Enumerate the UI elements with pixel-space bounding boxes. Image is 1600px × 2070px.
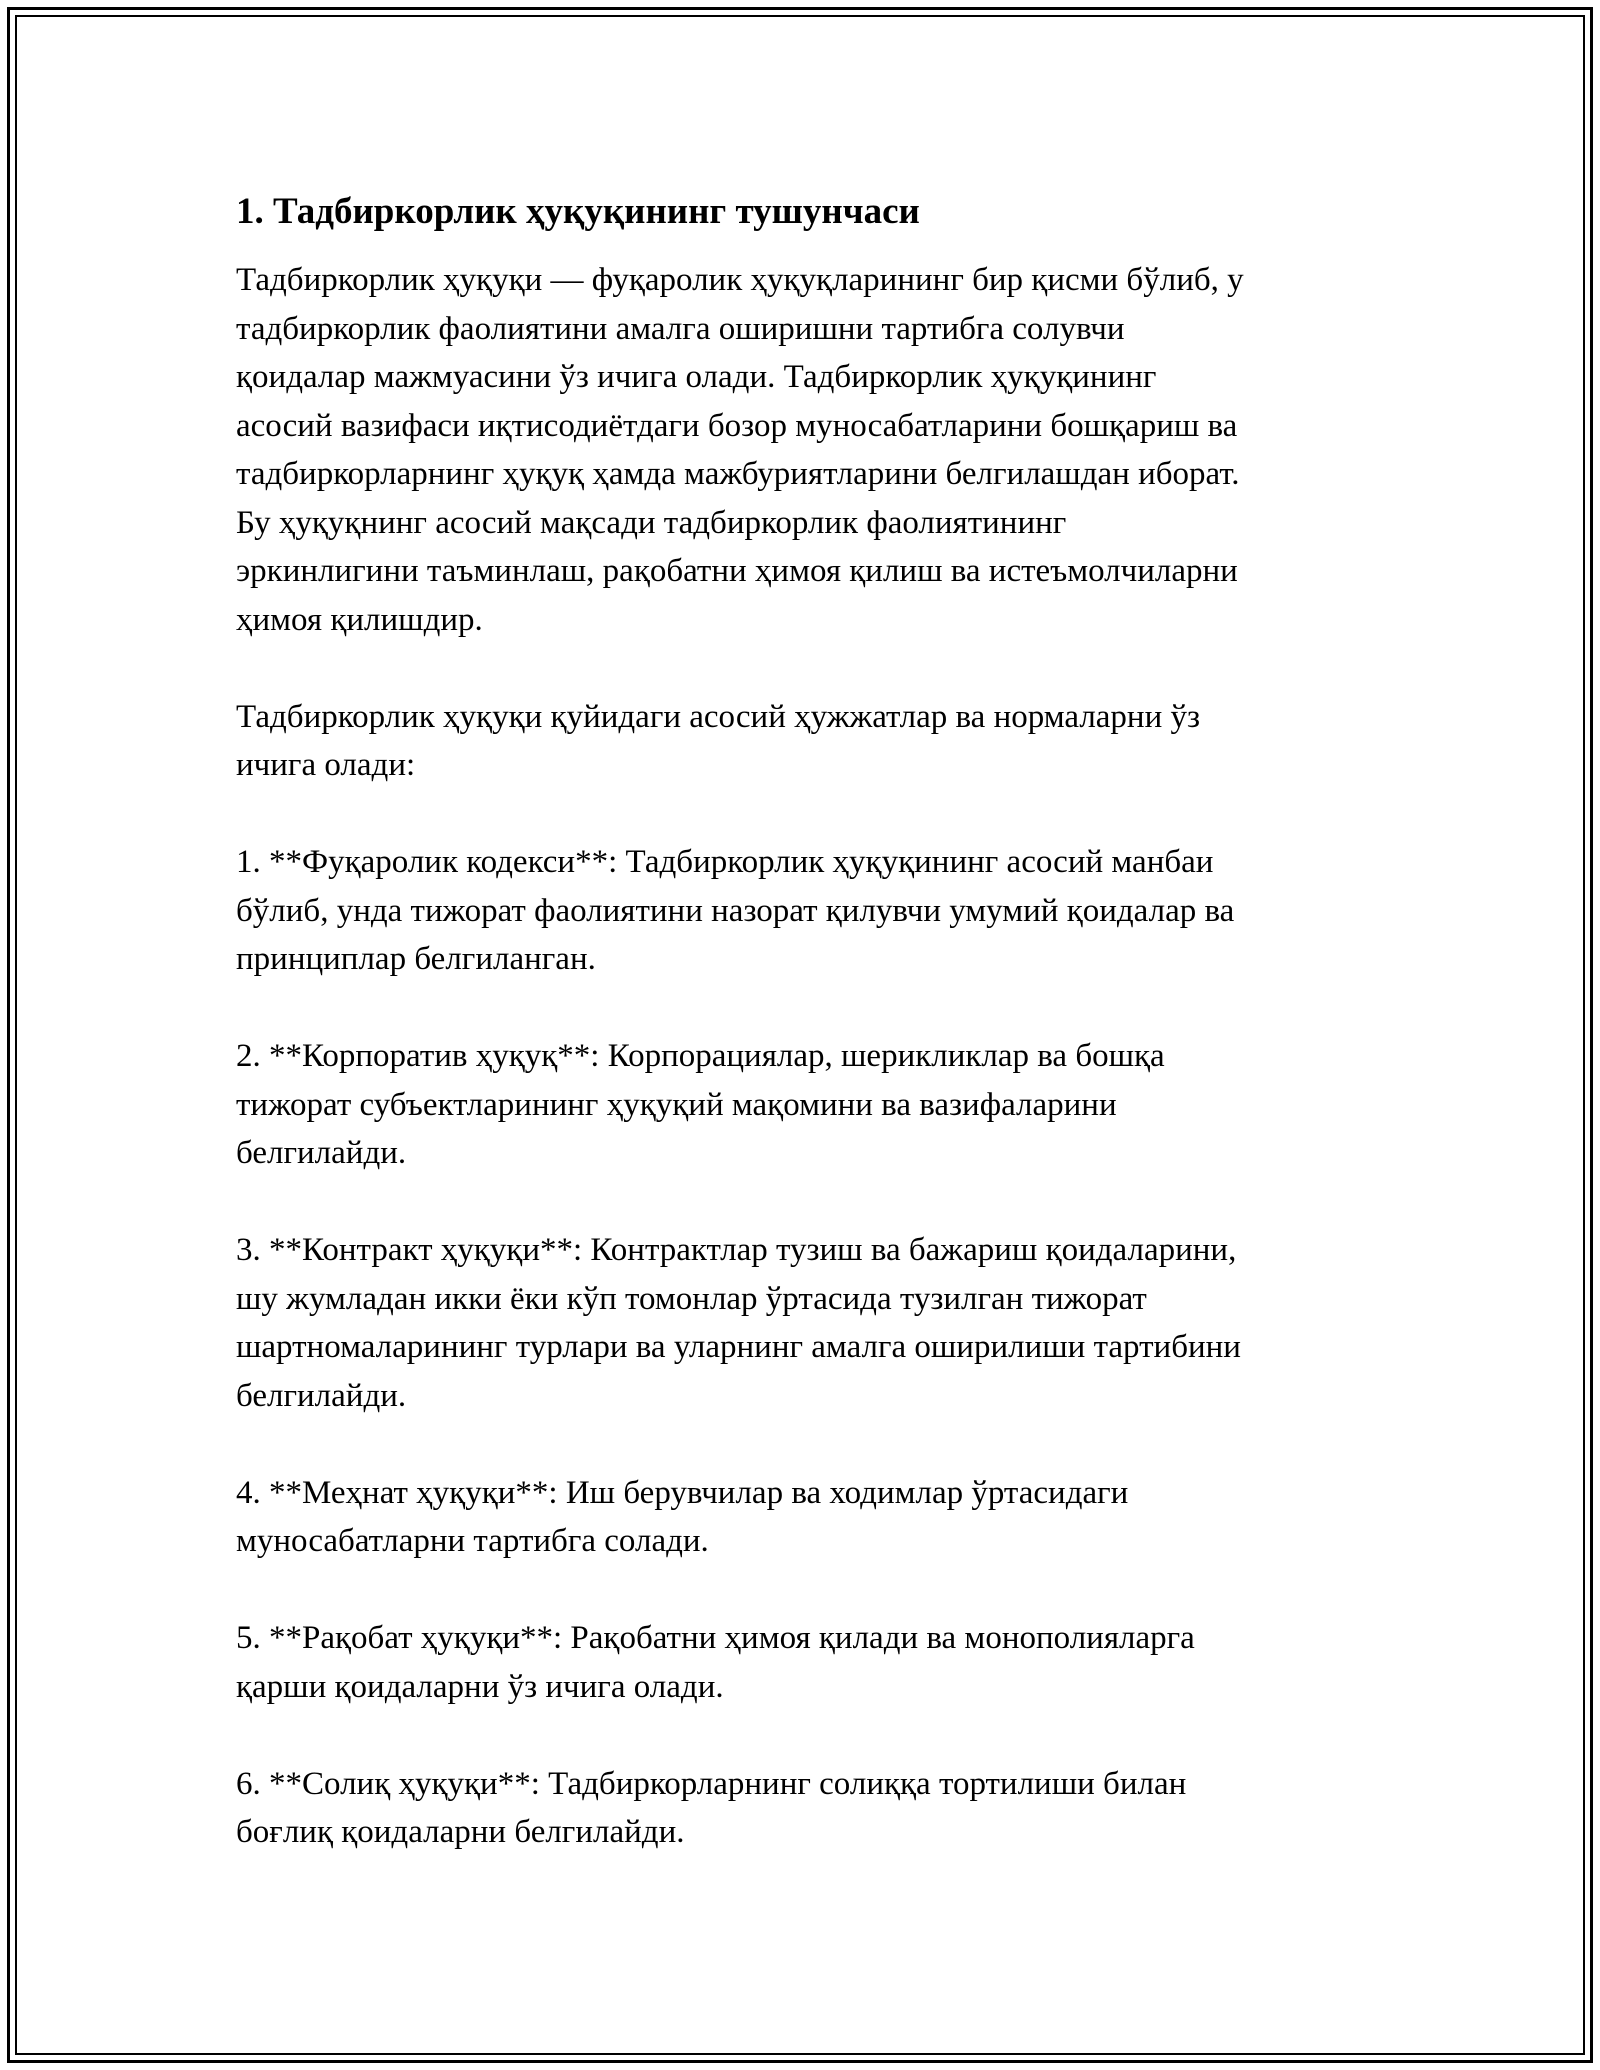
document-body <box>236 188 1366 1905</box>
list-item-contract-law <box>236 1226 1366 1420</box>
text-line: тижорат субъектларининг ҳуқуқий мақомини ва вазифаларини <box>236 1086 1117 1123</box>
list-item-civil-code <box>236 838 1366 984</box>
text-line: 6. **Солиқ ҳуқуқи**: Тадбиркорларнинг солиққа тортилиши билан <box>236 1765 1187 1802</box>
list-intro-paragraph <box>236 693 1366 790</box>
text-line: Бу ҳуқуқнинг асосий мақсади тадбиркорлик фаолиятининг <box>236 504 1067 541</box>
text-line: Тадбиркорлик ҳуқуқи қуйидаги асосий ҳужжатлар ва нормаларни ўз <box>236 698 1201 735</box>
text-line: шартномаларининг турлари ва уларнинг амалга оширилиши тартибини <box>236 1329 1241 1365</box>
text-line: 2. **Корпоратив ҳуқуқ**: Корпорациялар, шерикликлар ва бошқа <box>236 1038 1165 1074</box>
text-line: 5. **Рақобат ҳуқуқи**: Рақобатни ҳимоя қилади ва монополияларга <box>236 1620 1195 1656</box>
text-line: тадбиркорлик фаолиятини амалга оширишни тартибга солувчи <box>236 310 1125 347</box>
text-line: белгилайди. <box>236 1135 407 1171</box>
section-heading: 1. Тадбиркорлик ҳуқуқининг тушунчаси <box>236 191 920 232</box>
list-item-competition-law <box>236 1614 1366 1711</box>
text-line: ҳимоя қилишдир. <box>236 601 483 638</box>
list-item-corporate-law <box>236 1032 1366 1178</box>
text-line: бўлиб, унда тижорат фаолиятини назорат қилувчи умумий қоидалар ва <box>236 892 1235 929</box>
text-line: Тадбиркорлик ҳуқуқи — фуқаролик ҳуқуқларининг бир қисми бўлиб, у <box>236 262 1244 298</box>
text-line: боғлиқ қоидаларни белгилайди. <box>236 1814 685 1850</box>
text-line: қарши қоидаларни ўз ичига олади. <box>236 1668 724 1705</box>
text-line: ичига олади: <box>236 747 416 783</box>
list-item-labor-law <box>236 1469 1366 1566</box>
text-line: эркинлигини таъминлаш, рақобатни ҳимоя қилиш ва истеъмолчиларни <box>236 553 1238 589</box>
text-line: муносабатларни тартибга солади. <box>236 1523 709 1559</box>
text-line: принциплар белгиланган. <box>236 941 596 977</box>
text-line: тадбиркорларнинг ҳуқуқ ҳамда мажбуриятларини белгилашдан иборат. <box>236 456 1240 492</box>
text-line: шу жумладан икки ёки кўп томонлар ўртасида тузилган тижорат <box>236 1280 1147 1317</box>
text-line: белгилайди. <box>236 1377 407 1414</box>
intro-paragraph <box>236 256 1366 644</box>
text-line: 3. **Контракт ҳуқуқи**: Контрактлар тузиш ва бажариш қоидаларини, <box>236 1232 1237 1268</box>
text-line: асосий вазифаси иқтисодиётдаги бозор муносабатларини бошқариш ва <box>236 407 1238 444</box>
text-line: 4. **Меҳнат ҳуқуқи**: Иш берувчилар ва ходимлар ўртасидаги <box>236 1474 1129 1511</box>
list-item-tax-law <box>236 1760 1366 1857</box>
text-line: 1. **Фуқаролик кодекси**: Тадбиркорлик ҳуқуқининг асосий манбаи <box>236 844 1214 880</box>
text-line: қоидалар мажмуасини ўз ичига олади. Тадбиркорлик ҳуқуқининг <box>236 359 1157 395</box>
